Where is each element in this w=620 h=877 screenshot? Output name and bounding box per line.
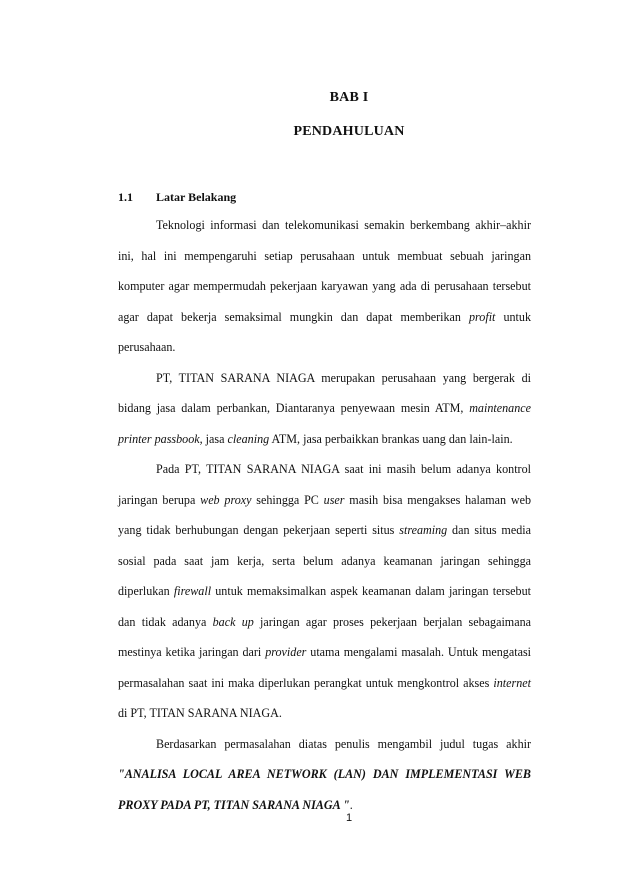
text-run: Berdasarkan permasalahan diatas penulis mengambil judul tugas akhir <box>156 736 531 751</box>
italic-term: maintenance printer passbook, <box>118 401 531 446</box>
text-run: . <box>349 797 353 812</box>
italic-term: internet <box>493 675 531 690</box>
text-run: sehingga PC <box>251 492 324 507</box>
italic-term: user <box>323 492 345 507</box>
text-run: jasa <box>202 431 228 446</box>
thesis-title-quote: "ANALISA LOCAL AREA NETWORK (LAN) DAN IMPLEMENTASI WEB PROXY PADA PT, TITAN SARANA NIAGA " <box>118 767 531 812</box>
text-run: Teknologi informasi dan telekomunikasi semakin berkembang akhir–akhir ini, hal ini mempengaruhi setiap perusahaan untuk membuat sebuah jaringan komputer agar mempermudah pekerjaan karyawan yang ada di perusahaan tersebut agar dapat bekerja semaksimal mungkin dan dapat memberikan <box>118 218 531 324</box>
italic-term: firewall <box>173 584 212 598</box>
paragraph-4 <box>118 729 531 821</box>
paragraph-2 <box>118 363 531 455</box>
section-heading <box>118 190 236 205</box>
chapter-title: PENDAHULUAN <box>293 124 405 139</box>
text-run: jaringan agar proses pekerjaan berjalan sebagaimana mestinya ketika jaringan dari <box>118 614 531 659</box>
text-run: untuk memaksimalkan aspek keamanan dalam jaringan tersebut dan tidak adanya <box>118 584 532 629</box>
chapter-number: BAB I <box>329 90 369 105</box>
text-run: ATM, jasa perbaikkan brankas uang dan lain-lain. <box>269 431 513 446</box>
text-run: dan situs media sosial pada saat jam kerja, serta belum adanya keamanan jaringan sehingga diperlukan <box>118 523 531 598</box>
italic-term: cleaning <box>227 431 270 446</box>
paragraph-3 <box>118 454 531 729</box>
section-number: 1.1 <box>118 190 133 204</box>
italic-term: profit <box>468 309 496 324</box>
italic-term: back up <box>212 614 254 629</box>
body-text <box>118 210 531 820</box>
section-title: Latar Belakang <box>156 190 237 204</box>
italic-term: streaming <box>399 523 448 537</box>
paragraph-1 <box>118 210 531 363</box>
page-number: 1 <box>345 812 353 824</box>
text-run: Pada PT, TITAN SARANA NIAGA saat ini masih belum adanya kontrol jaringan berupa <box>118 462 531 507</box>
text-run: masih bisa mengakses halaman web yang tidak berhubungan dengan pekerjaan seperti situs <box>118 492 532 537</box>
text-run: PT, TITAN SARANA NIAGA merupakan perusahaan yang bergerak di bidang jasa dalam perbankan, Diantaranya penyewaan mesin ATM, <box>118 370 531 415</box>
italic-term: web proxy <box>200 492 252 507</box>
text-run: utama mengalami masalah. Untuk mengatasi permasalahan saat ini maka diperlukan perangkat untuk mengkontrol akses <box>118 645 532 690</box>
text-run: di PT, TITAN SARANA NIAGA. <box>118 706 282 720</box>
text-run: untuk perusahaan. <box>118 309 531 354</box>
italic-term: provider <box>265 645 307 659</box>
